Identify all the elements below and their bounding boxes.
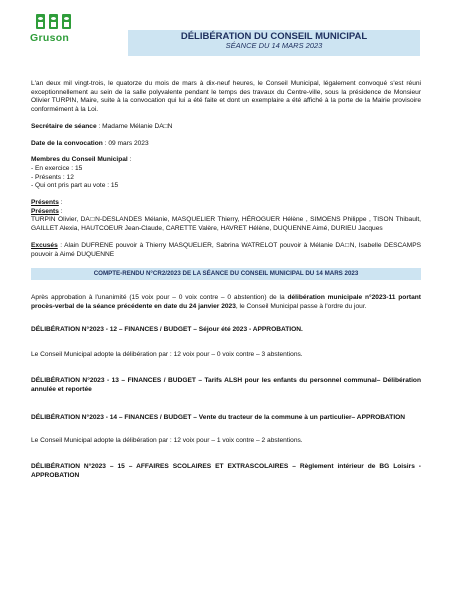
secretary-value: : Madame Mélanie DA□N	[96, 122, 173, 130]
logo-name: Gruson	[30, 32, 70, 44]
excuses-text: : Alain DUFRENE pouvoir à Thierry MASQUELIER, Sabrina WATRELOT pouvoir à Mélanie DA□N, Isabelle DESCAMPS pouvoir à Aimé DUQUENNE	[31, 241, 421, 258]
deliberation-result: Le Conseil Municipal adopte la délibération par : 12 voix pour – 1 voix contre – 2 abstentions.	[31, 437, 303, 445]
document-subtitle: SÉANCE DU 14 MARS 2023	[225, 40, 323, 50]
deliberation-title: DÉLIBÉRATION N°2023 – 15 – AFFAIRES SCOLAIRES ET EXTRASCOLAIRES – Règlement intérieur de BG Loisirs - APPROBATION	[31, 462, 421, 479]
presents-list: TURPIN Olivier, DA□N-DESLANDES Mélanie, MASQUELIER Thierry, HÉROGUER Hélène , SIMOENS Philippe , TISON Thibault, GAILLET Alexia, HAUTCOEUR Jean-Claude, CARETTE Valère, HAVRET Hélène, DUQUENNE Aimé, DURIEU Jacques	[31, 216, 421, 233]
presents-heading-1: Présents :	[31, 199, 63, 207]
document-header	[128, 30, 420, 56]
members-in-office: - En exercice : 15	[31, 164, 83, 172]
deliberation-title: DÉLIBÉRATION N°2023 - 13 – FINANCES / BUDGET – Tarifs ALSH pour les enfants du personnel communal– Délibération annulée et reportée	[31, 377, 421, 393]
secretary-label: Secrétaire de séance	[31, 122, 97, 130]
compte-rendu-banner: COMPTE-RENDU N°CR2/2023 DE LA SÉANCE DU CONSEIL MUNICIPAL DU 14 MARS 2023	[31, 268, 421, 280]
members-present: - Présents : 12	[31, 173, 74, 181]
deliberation-result: Le Conseil Municipal adopte la délibération par : 12 voix pour – 0 voix contre – 3 abstentions.	[31, 351, 303, 359]
deliberation-title: DÉLIBÉRATION N°2023 - 14 – FINANCES / BUDGET – Vente du tracteur de la commune à un particulier– APPROBATION	[31, 414, 406, 422]
convocation-value: : 09 mars 2023	[102, 139, 149, 147]
document-title: DÉLIBÉRATION DU CONSEIL MUNICIPAL	[180, 31, 368, 42]
gruson-logo	[30, 14, 76, 58]
presents-heading-2: Présents :	[31, 207, 63, 215]
members-heading: Membres du Conseil Municipal :	[31, 156, 132, 164]
deliberation-title: DÉLIBÉRATION N°2023 - 12 – FINANCES / BUDGET – Séjour été 2023 - APPROBATION.	[31, 325, 303, 333]
convocation-label: Date de la convocation	[31, 139, 103, 147]
members-voting: - Qui ont pris part au vote : 15	[31, 182, 119, 190]
intro-paragraph: L'an deux mil vingt-trois, le quatorze du mois de mars à dix-neuf heures, le Conseil Municipal, légalement convoqué s'est réuni exceptionnellement au sein de la salle polyvalente pendant le temps des travaux du Centre-ville, sous la présidence de Monsieur Olivier TURPIN, Maire, suite à la convocation qui lui a été faite et dont un exemplaire a été affiché à la porte de la Mairie provisoire conformément à la Loi.	[31, 80, 421, 114]
excuses-line	[31, 242, 421, 259]
convocation-line	[31, 140, 421, 149]
document-body	[31, 80, 421, 480]
excuses-label: Excusés	[31, 241, 58, 249]
approval-bold: délibération municipale n°2023-11 portant procès-verbal de la séance précédente en date du 24 janvier 2023	[31, 294, 421, 310]
approval-paragraph: Après approbation à l'unanimité (15 voix pour – 0 voix contre – 0 abstention) de la délibération municipale n°2023-11 portant procès-verbal de la séance précédente en date du 24 janvier 2023, le Conseil Municipal passe à l'ordre du jour.	[31, 294, 421, 310]
members-label: Membres du Conseil Municipal	[31, 156, 128, 164]
logo-people-icon	[30, 14, 76, 29]
secretary-line	[31, 123, 421, 132]
